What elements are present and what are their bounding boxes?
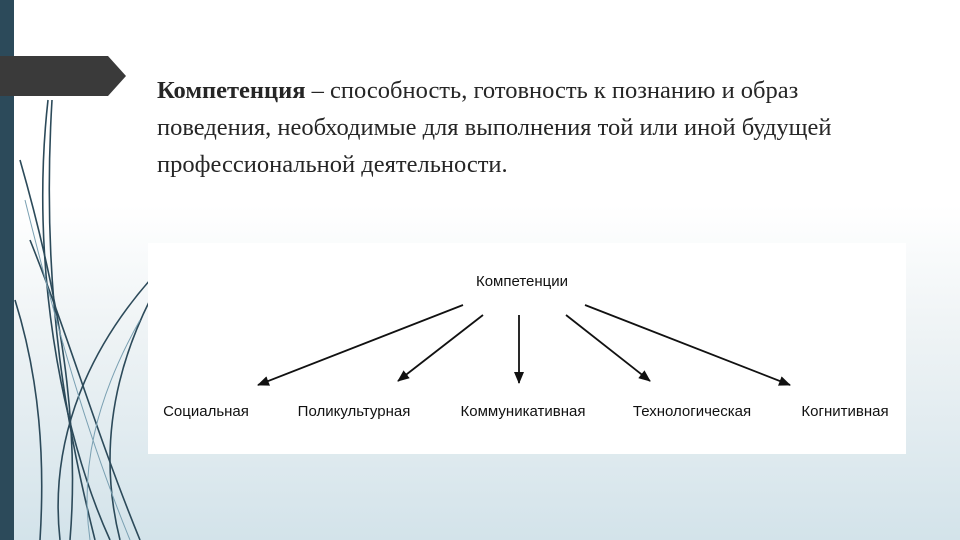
definition-text: [157, 72, 917, 183]
root-node-label: Компетенции: [475, 273, 569, 290]
diagram-card: [148, 243, 906, 454]
child-node-communicative: Коммуникативная: [460, 403, 586, 420]
arrow-to-cognitive: [585, 305, 790, 385]
definition-term: Компетенция: [157, 77, 306, 104]
arrow-to-social: [258, 305, 463, 385]
child-node-cognitive: Когнитивная: [801, 403, 889, 420]
definition-body: – способность, готовность к познанию и образ поведения, необходимые для выполнения той или иной будущей профессиональной деятельности.: [157, 77, 832, 178]
title-tab-shape: [0, 56, 130, 96]
child-node-social: Социальная: [163, 403, 249, 420]
child-node-multicultural: Поликультурная: [297, 403, 411, 420]
child-node-technological: Технологическая: [632, 403, 752, 420]
